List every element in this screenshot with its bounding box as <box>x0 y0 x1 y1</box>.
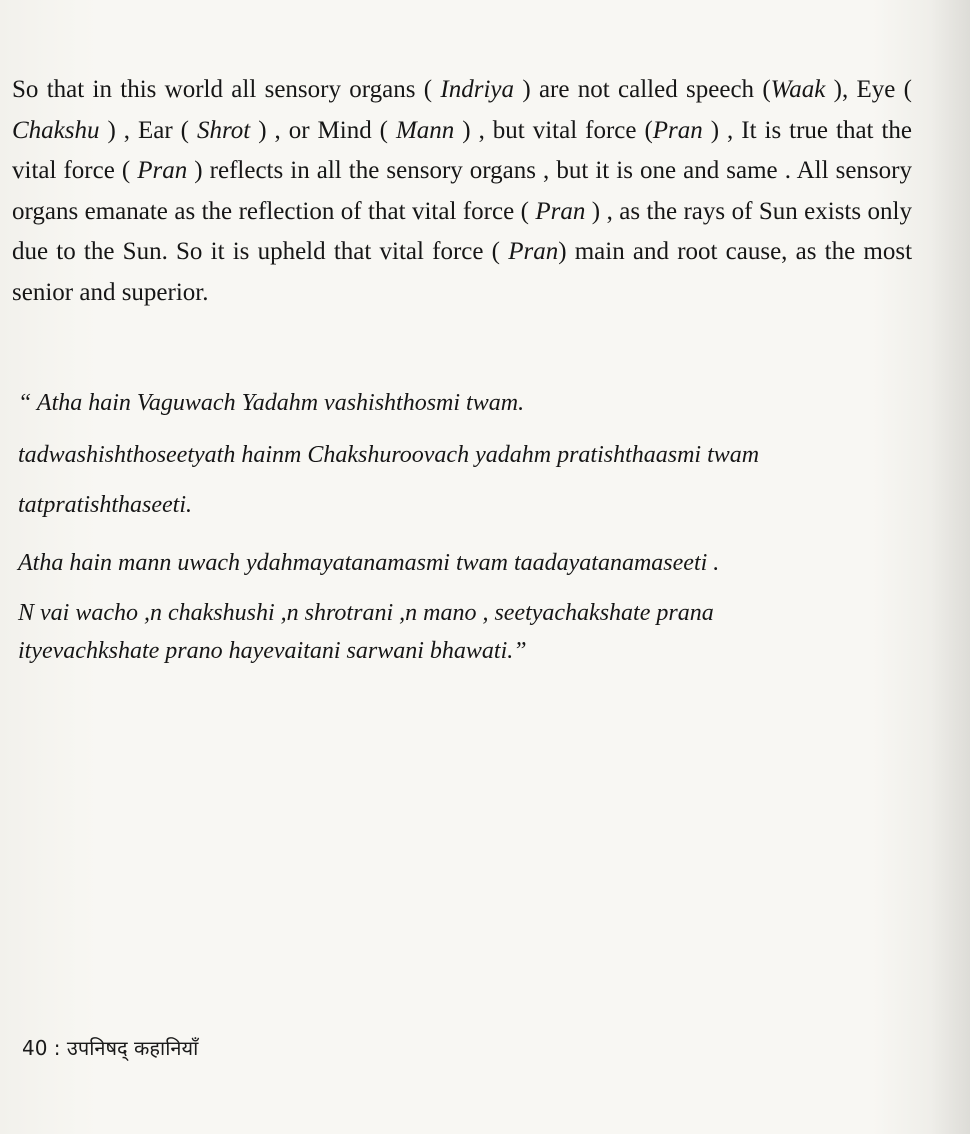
paragraph-segment: ) main and root cause, as the most senior and superior. <box>12 238 913 306</box>
verse-4 <box>18 594 918 670</box>
paragraph-segment: ) are not called speech ( <box>514 76 771 103</box>
verse-2 <box>18 436 918 524</box>
term-pran: Pran <box>508 238 559 265</box>
term-pran: Pran <box>652 116 703 144</box>
page-footer <box>22 1034 198 1061</box>
verse-line: ityevachkshate prano hayevaitani sarwani bhawati.” <box>18 638 527 664</box>
term-pran: Pran <box>137 157 188 184</box>
verse-line: tatpratishthaseeti. <box>18 492 192 518</box>
verse-line: tadwashishthoseetyath hainm Chakshuroovach yadahm pratishthaasmi twam <box>18 442 760 468</box>
term-chakshu: Chakshu <box>12 116 100 144</box>
paragraph-segment: ) , Ear ( <box>99 116 197 144</box>
paragraph-segment: ), Eye ( <box>825 76 912 103</box>
paragraph-segment: ) , but vital force ( <box>454 116 653 144</box>
term-shrot: Shrot <box>196 116 251 144</box>
verse-line: N vai wacho ,n chakshushi ,n shrotrani ,n mano , seetyachakshate prana <box>18 600 714 626</box>
term-pran: Pran <box>535 197 586 225</box>
term-waak: Waak <box>770 76 826 103</box>
term-mann: Mann <box>395 116 455 144</box>
paragraph-segment: ) reflects in all the sensory organs , but it is one and same . All sensory organs emanate as the reflection of that vital force ( <box>12 157 912 225</box>
page-number-label: 40 : उपनिषद् कहानियाँ <box>22 1036 199 1060</box>
main-paragraph <box>12 70 912 313</box>
verse-3 <box>18 544 918 582</box>
verse-1 <box>18 384 918 422</box>
paragraph-segment: ) , as the rays of Sun exists only due to the Sun. So it is upheld that vital force ( <box>12 197 912 265</box>
paragraph-text <box>12 70 912 313</box>
verse-line: Atha hain mann uwach ydahmayatanamasmi twam taadayatanamaseeti . <box>18 550 720 576</box>
paragraph-segment: So that in this world all sensory organs ( <box>12 76 441 103</box>
verse-line: “ Atha hain Vaguwach Yadahm vashishthosmi twam. <box>18 390 525 416</box>
paragraph-segment: ) , It is true that the vital force ( <box>12 116 913 184</box>
term-indriya: Indriya <box>440 76 515 103</box>
page-edge-shadow <box>930 0 970 1134</box>
paragraph-segment: ) , or Mind ( <box>250 116 396 144</box>
